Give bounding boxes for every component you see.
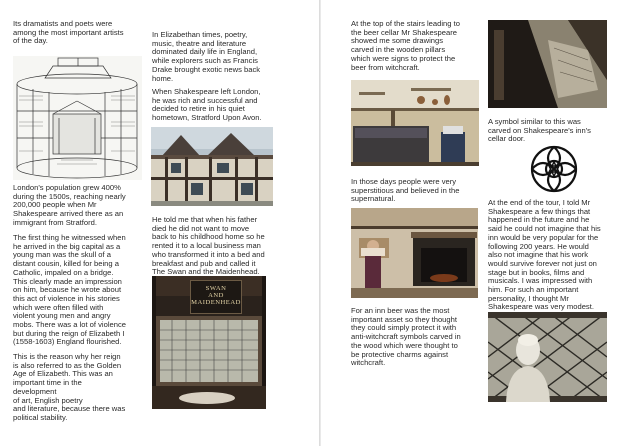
elizabethan-paragraph: In Elizabethan times, poetry, music, theatre and literature dominated daily life in England, while explorers such as Francis Drake brought exotic news back home. bbox=[152, 30, 261, 83]
inn-beer-paragraph: For an inn beer was the most important asset so they thought they could simply protect it with anti-witchcraft symbols carved in the wood which were thought to be protective charms against witchcraft. bbox=[351, 306, 461, 368]
inn-sign-text: SWAN AND MAIDENHEAD bbox=[191, 285, 241, 306]
globe-theatre-sketch bbox=[13, 56, 142, 180]
intro-paragraph: Its dramatists and poets were among the most important artists of the day. bbox=[13, 19, 124, 46]
symbol-paragraph: A symbol similar to this was carved on Shakespeare's inn's cellar door. bbox=[488, 117, 591, 144]
cellar-kitchen-photo bbox=[351, 80, 479, 166]
carved-pillar-photo bbox=[488, 20, 607, 108]
first-thing-paragraph: The first thing he witnessed when he arrived in the big capital as a young man was the skull of a distant cousin, killed for being a Catholic, impaled on a bridge. This clearly made an impression on him, because he wrote about this act of violence in his stories which were often filled with violent young men and angry mobs. There was a lot of violence but during the reign of Elizabeth I (1558-1603) England flourished. bbox=[13, 233, 126, 347]
fireplace-room-photo bbox=[351, 208, 478, 298]
golden-age-paragraph: This is the reason why her reign is also referred to as the Golden Age of Elizabeth. This was an important time in the development of art, English poetry and literature, because there was political stability. bbox=[13, 352, 126, 422]
superstitious-paragraph: In those days people were very superstitious and believed in the supernatural. bbox=[351, 177, 460, 204]
retire-paragraph: When Shakespeare left London, he was rich and successful and decided to retire in his quiet hometown, Stratford Upon Avon. bbox=[152, 87, 262, 123]
left-page bbox=[0, 0, 319, 446]
inn-sign bbox=[190, 280, 242, 314]
shakespeare-bust-photo bbox=[488, 312, 607, 402]
right-page bbox=[321, 0, 640, 446]
witch-mark-symbol-icon bbox=[526, 144, 582, 194]
population-paragraph: London's population grew 400% during the 1500s, reaching nearly 200,000 people when Mr Shakespeare arrived there as an immigrant from Stratford. bbox=[13, 183, 126, 227]
birthplace-house-photo bbox=[151, 127, 273, 206]
stairs-paragraph: At the top of the stairs leading to the beer cellar Mr Shakespeare showed me some drawings carved in the wooden pillars which were signs to protect the beer from witchcraft. bbox=[351, 19, 460, 72]
end-of-tour-paragraph: At the end of the tour, I told Mr Shakespeare a few things that happened in the future and he said he could not imagine that his inn would be very popular for the following 200 years. He would also not imagine that his work would survive forever not just on stage but in books, films and musicals. I was impressed with him. For such an important personality, I thought Mr Shakespeare was very modest. bbox=[488, 198, 601, 312]
swan-maidenhead-sign-photo bbox=[152, 276, 266, 409]
father-paragraph: He told me that when his father died he did not want to move back to his childhood home so he rented it to a local business man who transformed it into a bed and breakfast and pub and called it The Swan and the Maidenhead. bbox=[152, 215, 265, 277]
